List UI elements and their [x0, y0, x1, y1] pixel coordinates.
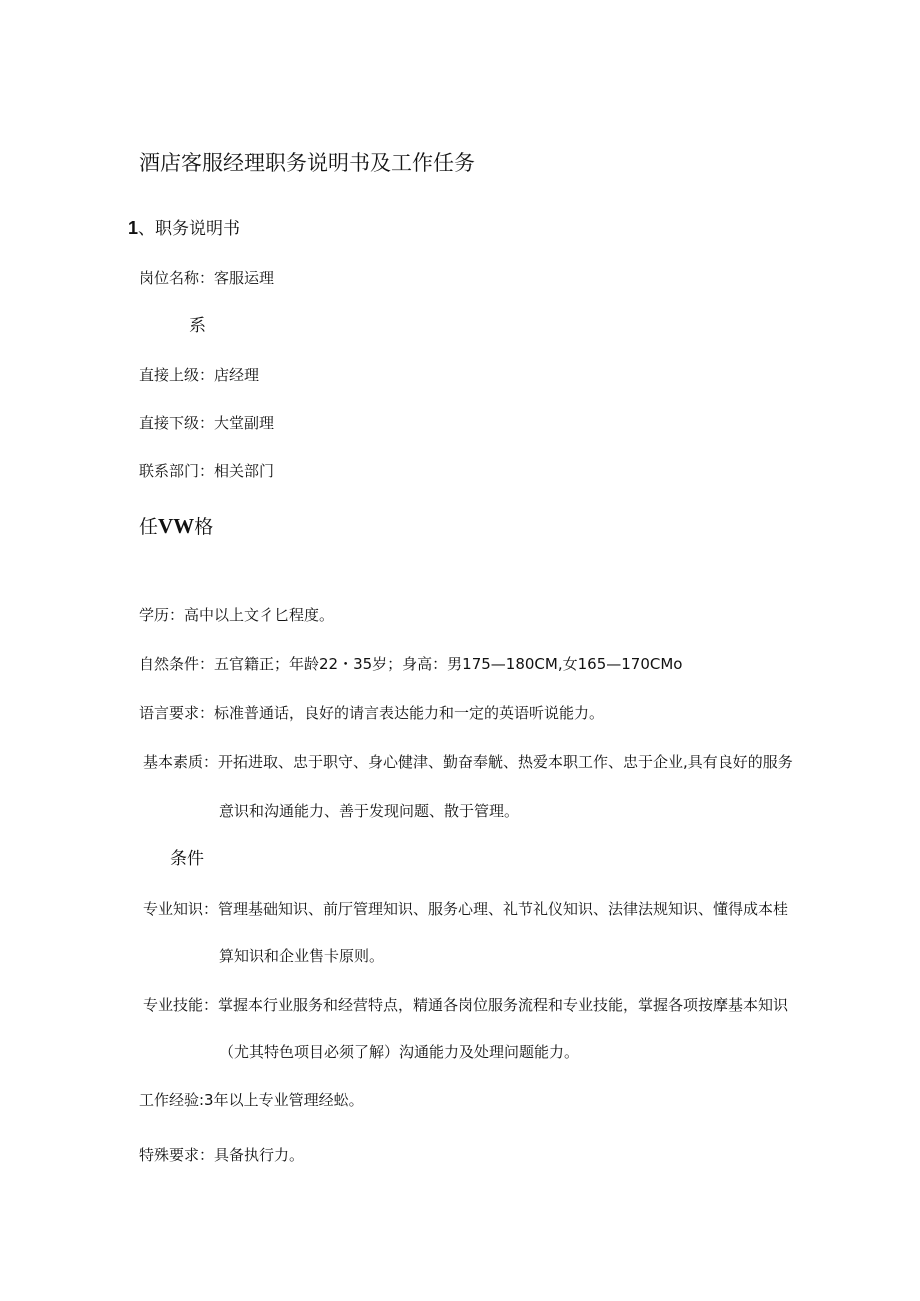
qualifications-heading-pre: 任 — [139, 516, 159, 538]
section-heading-job-description — [128, 217, 240, 240]
professional-skills-line-1: 专业技能：掌握本行业服务和经营特点，精通各岗位服务流程和专业技能，掌握各项按摩基本知识 — [143, 996, 789, 1014]
natural-conditions-line: 自然条件：五官籍正；年龄22・35岁；身高：男175—180CM,女165—170CMo — [139, 655, 683, 673]
document-title: 酒店客服经理职务说明书及工作任务 — [139, 151, 475, 175]
language-requirements-line: 语言要求：标准普通话，良好的请言表达能力和一定的英语听说能力。 — [139, 704, 605, 722]
work-experience-line: 工作经验:3年以上专业管理经蚣。 — [139, 1091, 364, 1109]
section-number: 1 — [128, 218, 139, 238]
job-name-line: 岗位名称：客服运理 — [139, 269, 275, 287]
section-label: 、职务说明书 — [138, 219, 241, 239]
qualifications-heading — [139, 514, 213, 539]
conditions-heading: 条件 — [170, 849, 204, 869]
direct-subordinate-line: 直接下级：大堂副理 — [139, 414, 275, 432]
professional-skills-line-2: （尤其特色项目必须了解）沟通能力及处理问题能力。 — [219, 1043, 580, 1061]
special-requirements-line: 特殊要求：具备执行力。 — [139, 1146, 305, 1164]
contact-departments-line: 联系部门：相关部门 — [139, 462, 275, 480]
professional-knowledge-line-1: 专业知识：管理基础知识、前厅管理知识、服务心理、礼节礼仪知识、法律法规知识、懂得成本桂 — [143, 900, 789, 918]
professional-knowledge-line-2: 算知识和企业售卡原则。 — [219, 947, 385, 965]
qualifications-heading-post: 格 — [194, 516, 214, 538]
basic-quality-line-1: 基本素质：开拓进取、忠于职守、身心健津、勤奋奉觥、热爱本职工作、忠于企业,具有良好的服务 — [143, 753, 793, 771]
education-line: 学历：高中以上文彳匕程度。 — [139, 606, 335, 624]
qualifications-heading-latin: VW — [158, 514, 195, 538]
relations-heading: 系 — [189, 316, 206, 336]
direct-superior-line: 直接上级：店经理 — [139, 366, 260, 384]
basic-quality-line-2: 意识和沟通能力、善于发现问题、散于管理。 — [219, 802, 520, 820]
